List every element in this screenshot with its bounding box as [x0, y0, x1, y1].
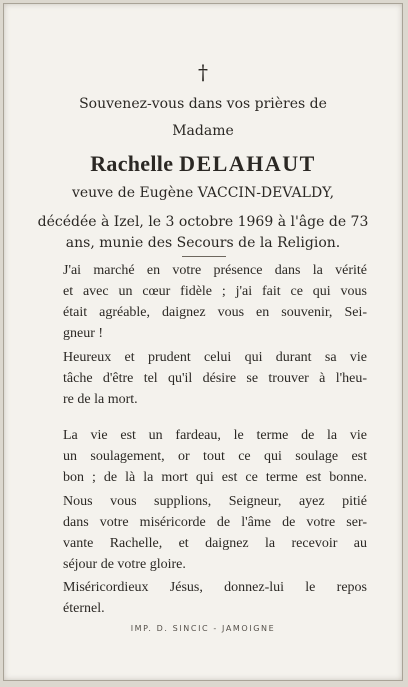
- prayer-paragraph-2: [63, 347, 367, 410]
- text-line: re de la mort.: [63, 392, 138, 407]
- widow-line: veuve de Eugène VACCIN-DEVALDY,: [71, 185, 335, 201]
- memorial-card: [3, 3, 403, 681]
- text-line: était agréable, daignez vous en souvenir, Sei-: [63, 305, 367, 320]
- prayer-paragraph-1: [63, 260, 367, 344]
- text-line: bon ; de là la mort qui est ce terme est bonne.: [63, 470, 367, 485]
- death-line: décédée à Izel, le 3 octobre 1969 à l'âge de 73: [37, 214, 369, 230]
- text-line: La vie est un fardeau, le terme de la vie: [63, 428, 367, 443]
- prayer-paragraph-3: [63, 425, 367, 488]
- text-line: vante Rachelle, et daignez la recevoir au: [63, 536, 367, 551]
- text-line: gneur !: [63, 326, 104, 341]
- text-line: séjour de votre gloire.: [63, 557, 186, 572]
- text-line: Miséricordieux Jésus, donnez-lui le repos: [63, 580, 367, 595]
- text-line: éternel.: [63, 601, 105, 616]
- text-line: et avec un cœur fidèle ; j'ai fait ce qui vous: [63, 284, 367, 299]
- deceased-name: [4, 151, 402, 177]
- text-line: Heureux et prudent celui qui durant sa vie: [63, 350, 367, 365]
- text-line: J'ai marché en votre présence dans la vérité: [63, 263, 367, 278]
- cross-icon: †: [198, 60, 208, 84]
- text-line: dans votre miséricorde de l'âme de votre ser-: [63, 515, 367, 530]
- prayer-paragraph-4: [63, 491, 367, 575]
- sacrament-line: ans, munie des Secours de la Religion.: [65, 235, 341, 251]
- divider: [182, 256, 226, 257]
- first-name: Rachelle: [90, 151, 174, 176]
- printer-imprint: IMP. D. SINCIC - JAMOIGNE: [130, 624, 276, 633]
- prayer-paragraph-5: [63, 577, 367, 619]
- text-line: Nous vous supplions, Seigneur, ayez pitié: [63, 494, 367, 509]
- surname: DELAHAUT: [179, 151, 316, 176]
- intro-line: Souvenez-vous dans vos prières de: [79, 96, 327, 112]
- title-madame: Madame: [172, 123, 234, 139]
- text-line: tâche d'être tel qu'il désire se trouver à l'heu-: [63, 371, 367, 386]
- text-line: un soulagement, or tout ce qui soulage est: [63, 449, 367, 464]
